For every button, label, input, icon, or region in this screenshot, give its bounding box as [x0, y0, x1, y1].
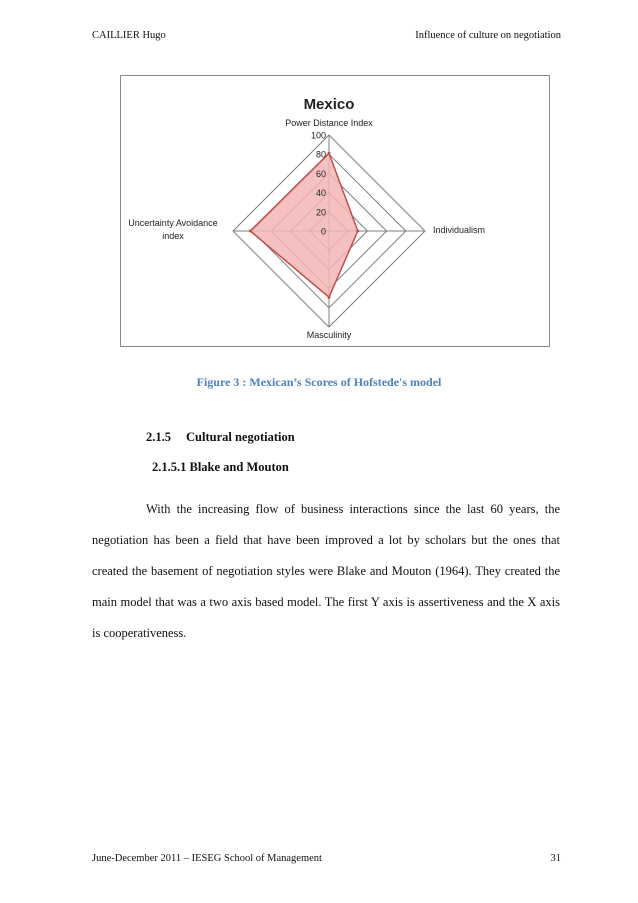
footer-source: June-December 2011 – IESEG School of Management	[92, 853, 322, 864]
tick-label: 100	[310, 130, 326, 141]
radar-chart	[121, 76, 549, 346]
data-point	[328, 152, 331, 155]
figure-caption: Figure 3 : Mexican’s Scores of Hofstede's model	[196, 375, 442, 389]
axis-label-uncertainty-avoidance-line1: Uncertainty Avoidance	[128, 218, 218, 228]
tick-label: 60	[315, 168, 326, 179]
radar-chart-frame	[120, 75, 550, 347]
tick-label: 0	[320, 226, 326, 237]
running-header-author: CAILLIER Hugo	[92, 30, 166, 41]
section-number: 2.1.5	[146, 430, 171, 444]
tick-label: 20	[315, 207, 326, 218]
section-heading	[146, 430, 295, 445]
data-point	[249, 230, 252, 233]
section-title: Cultural negotiation	[186, 430, 295, 444]
tick-label: 80	[315, 149, 326, 160]
axis-label-power-distance: Power Distance Index	[285, 118, 373, 128]
page-number: 31	[550, 853, 561, 864]
running-header-title: Influence of culture on negotiation	[415, 30, 561, 41]
axis-label-masculinity: Masculinity	[306, 330, 352, 340]
chart-title: Mexico	[303, 96, 355, 113]
axis-label-individualism: Individualism	[433, 225, 486, 235]
data-point	[328, 296, 331, 299]
tick-label: 40	[315, 188, 326, 199]
subsection-heading: 2.1.5.1 Blake and Mouton	[152, 460, 289, 474]
data-point	[356, 230, 359, 233]
axis-label-uncertainty-avoidance-line2: index	[162, 231, 184, 241]
body-paragraph: With the increasing flow of business interactions since the last 60 years, the negotiation has been a field that have been improved a lot by scholars but the ones that created the basement of negotiation styles were Blake and Mouton (1964). They created the main model that was a two axis based model. The first Y axis is assertiveness and the X axis is cooperativeness.	[92, 502, 560, 640]
